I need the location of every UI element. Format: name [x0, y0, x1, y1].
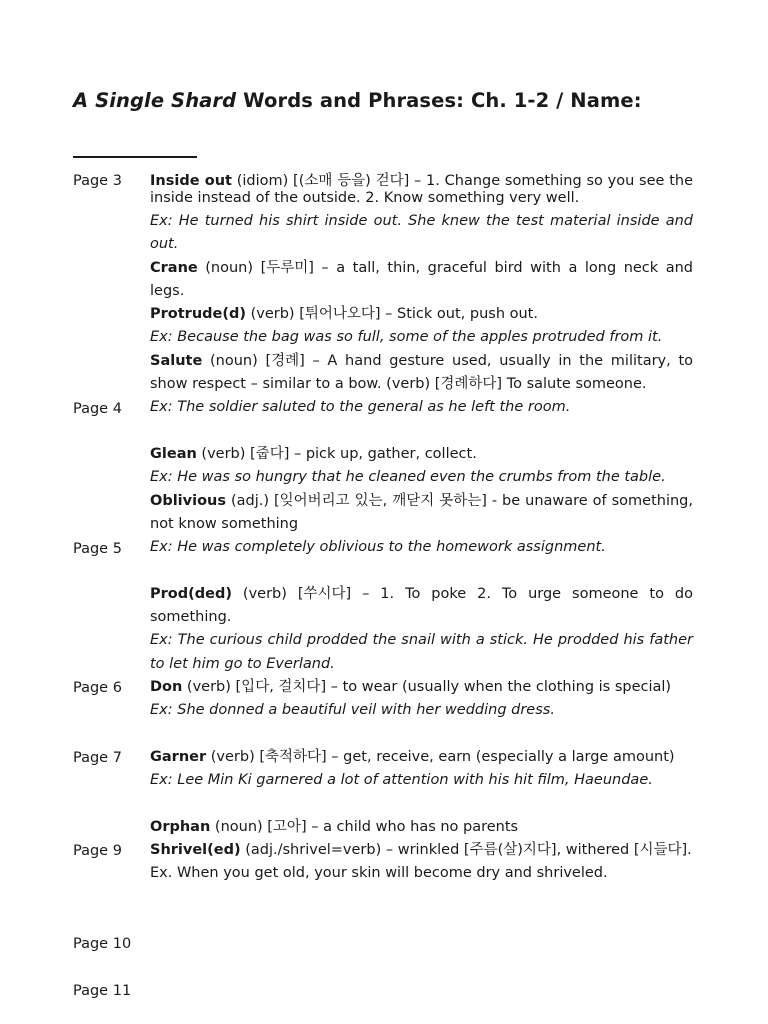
- spacer: [150, 723, 693, 746]
- vocab-entry: [150, 490, 693, 537]
- vocab-example: Ex: The soldier saluted to the general as he left the room.: [150, 399, 571, 416]
- vocab-definition: (verb) [쑤시다] – 1. To poke 2. To urge someone to do something.: [150, 585, 693, 626]
- vocab-definition: (verb) [입다, 걸치다] – to wear (usually when the clothing is special): [182, 678, 672, 695]
- vocab-word: Protrude(d): [150, 306, 246, 323]
- page-label: Page 5: [73, 541, 122, 557]
- vocab-definition: (verb) [튀어나오다] – Stick out, push out.: [246, 306, 538, 323]
- vocab-definition: (verb) [축적하다] – get, receive, earn (especially a large amount): [206, 748, 675, 765]
- vocab-example: Ex: Because the bag was so full, some of the apples protruded from it.: [150, 329, 663, 346]
- vocab-definition: (noun) [두루미] – a tall, thin, graceful bird with a long neck and legs.: [150, 259, 693, 299]
- document-title: [73, 89, 703, 112]
- vocab-word: Crane: [150, 259, 198, 276]
- book-title: A Single Shard: [73, 89, 237, 112]
- vocab-entry: [150, 170, 693, 210]
- vocab-word: Salute: [150, 352, 203, 369]
- vocab-entry: [150, 443, 693, 466]
- spacer: [150, 559, 693, 582]
- vocab-word: Garner: [150, 748, 207, 765]
- page-label: Page 9: [73, 843, 122, 859]
- vocab-word: Shrivel(ed): [150, 842, 241, 859]
- vocab-word: Orphan: [150, 818, 211, 835]
- vocabulary-list: [150, 170, 693, 886]
- vocab-entry: [150, 746, 693, 769]
- name-blank-line: [73, 156, 197, 158]
- page-label: Page 6: [73, 680, 122, 696]
- vocab-entry: [150, 583, 693, 630]
- vocab-word: Don: [150, 678, 183, 695]
- vocab-word: Inside out: [150, 173, 232, 189]
- vocab-entry: [150, 350, 693, 397]
- vocab-example: Ex: He turned his shirt inside out. She knew the test material inside and out.: [150, 213, 693, 253]
- vocab-example: Ex. When you get old, your skin will become dry and shriveled.: [150, 865, 608, 882]
- vocab-example: Ex: She donned a beautiful veil with her wedding dress.: [150, 702, 555, 719]
- title-rest: Words and Phrases: Ch. 1-2 / Name:: [236, 89, 642, 112]
- vocab-entry: [150, 676, 693, 699]
- page-label: Page 10: [73, 936, 132, 952]
- page-label: Page 4: [73, 401, 122, 417]
- vocab-word: Oblivious: [150, 492, 226, 509]
- vocab-definition: (noun) [고아] – a child who has no parents: [210, 818, 519, 835]
- vocab-example: Ex: He was completely oblivious to the homework assignment.: [150, 539, 606, 556]
- spacer: [150, 420, 693, 443]
- vocab-example: Ex: Lee Min Ki garnered a lot of attention with his hit film, Haeundae.: [150, 772, 653, 789]
- vocab-entry: [150, 303, 693, 326]
- vocab-definition: (noun) [경례] – A hand gesture used, usually in the military, to show respect – similar to a bow. (verb) [경례하다] To salute someone.: [150, 352, 693, 393]
- vocab-entry: [150, 257, 693, 304]
- vocab-word: Glean: [150, 445, 197, 462]
- vocab-entry: [150, 816, 693, 839]
- vocab-definition: (idiom) [(소매 등을) 걷다] – 1. Change something so you see the inside instead of the outside. 2. Know something very well.: [150, 173, 693, 206]
- vocab-example: Ex: The curious child prodded the snail with a stick. He prodded his father to let him go to Everland.: [150, 632, 693, 672]
- vocab-definition: (adj./shrivel=verb) – wrinkled [주름(살)지다], withered [시들다].: [240, 842, 692, 859]
- page-label: Page 3: [73, 173, 122, 189]
- vocab-definition: (verb) [줍다] – pick up, gather, collect.: [196, 445, 477, 462]
- page-label: Page 7: [73, 750, 122, 766]
- vocab-example: Ex: He was so hungry that he cleaned even the crumbs from the table.: [150, 469, 666, 486]
- vocab-word: Prod(ded): [150, 585, 232, 602]
- vocab-entry: [150, 839, 693, 862]
- spacer: [150, 792, 693, 815]
- page-label: Page 11: [73, 983, 132, 999]
- vocab-definition: (adj.) [잊어버리고 있는, 깨닫지 못하는] - be unaware of something, not know something: [150, 492, 693, 532]
